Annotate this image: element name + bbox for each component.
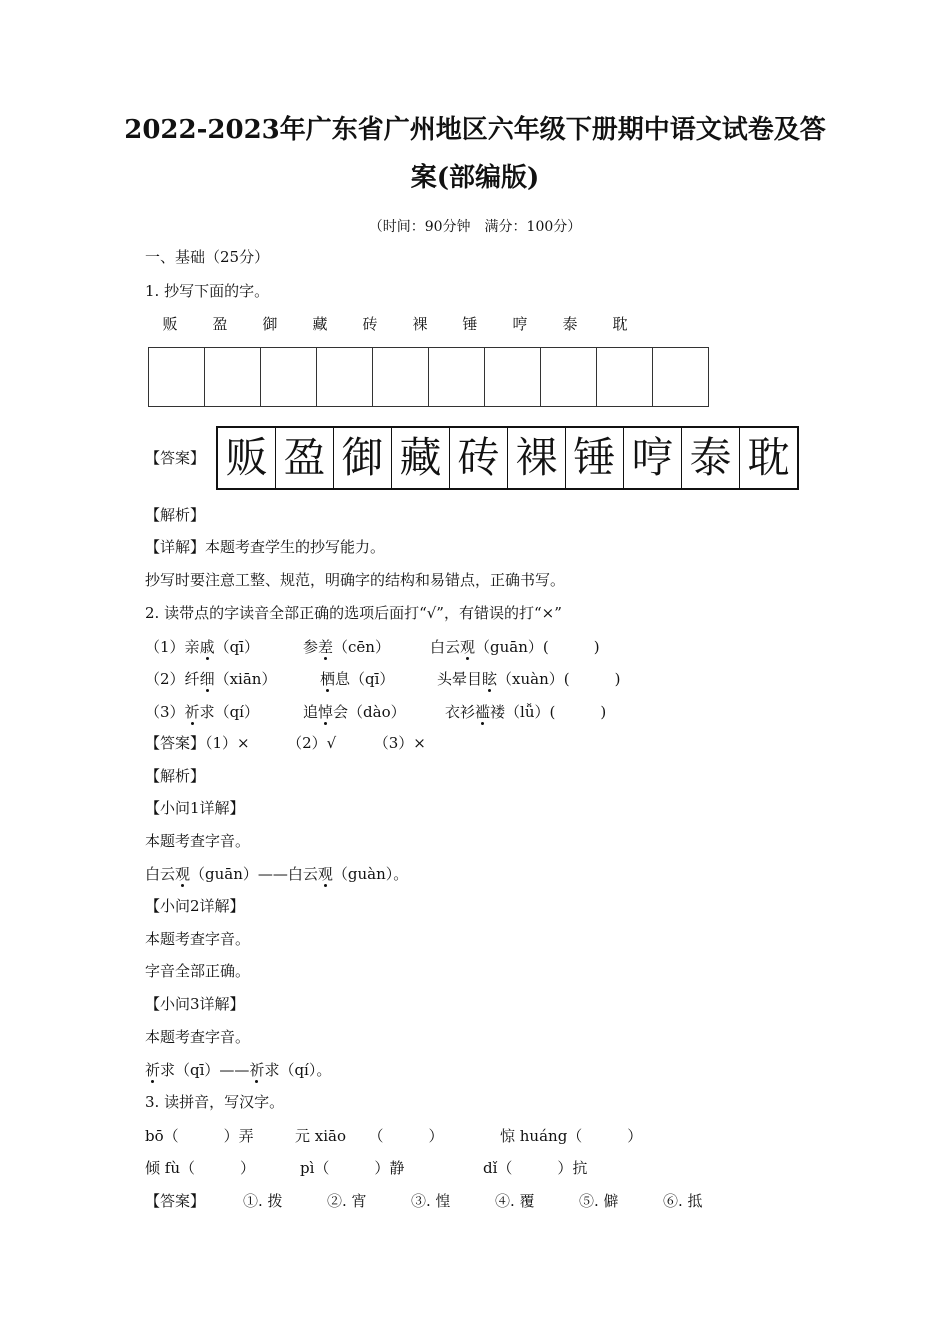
q2-pinyin: （cēn）: [333, 638, 390, 656]
q2-row: [145, 701, 259, 722]
writing-cell[interactable]: [485, 348, 541, 407]
q2-analysis: 【解析】: [145, 767, 206, 785]
q2-text: 追: [303, 703, 319, 721]
q2-text: 纤: [184, 670, 200, 688]
q2-text: 参: [303, 638, 319, 656]
q3-item: 倾 fù（ ）: [145, 1159, 255, 1177]
dotted-char: 祈: [249, 1061, 265, 1079]
q2-sub3-line1: 本题考查字音。: [145, 1028, 251, 1046]
q1-char: 泰: [562, 315, 578, 333]
q2-prompt: 2. 读带点的字读音全部正确的选项后面打“√”，有错误的打“×”: [145, 604, 562, 622]
writing-grid: [148, 347, 709, 407]
q2-pinyin: （xuàn）( ): [497, 670, 621, 688]
answer-char: 砖: [449, 428, 507, 488]
q3-answer-label: 【答案】: [145, 1192, 206, 1210]
q2-option: [320, 668, 394, 689]
writing-cell[interactable]: [653, 348, 709, 407]
q2-pinyin: 褛（lǚ）( ): [490, 703, 607, 721]
q1-char: 御: [262, 315, 278, 333]
q2-pinyin: （xiān）: [214, 670, 277, 688]
q2-option: [430, 636, 600, 657]
q1-char: 藏: [312, 315, 328, 333]
q1-analysis: 【解析】: [145, 506, 206, 524]
q2-sub2-line1: 本题考查字音。: [145, 930, 251, 948]
q2-text: 衣衫: [445, 703, 476, 721]
q2-row: [145, 668, 276, 689]
q1-char: 哼: [512, 315, 528, 333]
q3-item: 惊 huáng（ ）: [500, 1127, 643, 1145]
dotted-char: 观: [460, 638, 476, 656]
q2-num: （3）: [145, 703, 185, 721]
writing-cell[interactable]: [373, 348, 429, 407]
q1-answer-box: [216, 426, 799, 490]
dotted-char: 祈: [184, 703, 200, 721]
answer-char: 耽: [739, 428, 797, 488]
q2-pinyin: 会（dào）: [333, 703, 406, 721]
dotted-char: 眩: [482, 670, 498, 688]
q2-answer: 【答案】（1）× （2）√ （3）×: [145, 734, 426, 752]
q2-text: 白云: [430, 638, 461, 656]
q3-answer: ②. 宵: [327, 1192, 367, 1210]
writing-cell[interactable]: [541, 348, 597, 407]
q2-sub2-line2: 字音全部正确。: [145, 962, 251, 980]
q2-row: [145, 636, 259, 657]
answer-char: 盈: [275, 428, 333, 488]
q1-detail2: 抄写时要注意工整、规范，明确字的结构和易错点，正确书写。: [145, 571, 566, 589]
q2-sub1-line2: [145, 864, 408, 884]
exam-meta: （时间：90分钟 满分：100分）: [368, 219, 582, 235]
q1-char: 盈: [212, 315, 228, 333]
writing-cell[interactable]: [261, 348, 317, 407]
writing-cell[interactable]: [597, 348, 653, 407]
q1-answer-label: 【答案】: [145, 449, 206, 467]
answer-char: 泰: [681, 428, 739, 488]
q1-char: 裸: [412, 315, 428, 333]
text: 白云: [145, 865, 176, 883]
q3-item: bō（ ）弄: [145, 1127, 254, 1145]
q3-item: dǐ（ ）抗: [483, 1159, 588, 1177]
q2-pinyin: 求（qí）: [199, 703, 259, 721]
q2-option: [303, 701, 406, 722]
text: （guàn）。: [332, 865, 409, 883]
q2-sub3-line2: [145, 1060, 331, 1080]
answer-char: 贩: [225, 433, 268, 482]
q1-char: 砖: [362, 315, 378, 333]
answer-char: 锤: [565, 428, 623, 488]
q2-sub2-title: 【小问2详解】: [145, 897, 245, 915]
q1-prompt: 1. 抄写下面的字。: [145, 282, 270, 300]
q2-sub1-line1: 本题考查字音。: [145, 832, 251, 850]
answer-char: 裸: [507, 428, 565, 488]
q2-option: [303, 636, 390, 657]
q2-option: [437, 668, 620, 689]
q2-pinyin: 息（qī）: [335, 670, 395, 688]
dotted-char: 栖: [320, 670, 336, 688]
q2-sub1-title: 【小问1详解】: [145, 799, 245, 817]
q1-char: 锤: [462, 315, 478, 333]
writing-cell[interactable]: [429, 348, 485, 407]
dotted-char: 悼: [318, 703, 334, 721]
dotted-char: 戚: [199, 638, 215, 656]
q2-sub3-title: 【小问3详解】: [145, 995, 245, 1013]
answer-char: 哼: [623, 428, 681, 488]
q1-detail: 【详解】本题考查学生的抄写能力。: [145, 538, 386, 556]
q3-answer: ⑤. 僻: [579, 1192, 619, 1210]
doc-title-line2: 案(部编版): [410, 163, 540, 193]
q2-pinyin: （qī）: [214, 638, 259, 656]
q3-item: pì（ ）静: [300, 1159, 405, 1177]
q2-num: （2）: [145, 670, 185, 688]
dotted-char: 祈: [145, 1061, 161, 1079]
doc-title-line1: 2022-2023年广东省广州地区六年级下册期中语文试卷及答: [124, 115, 826, 145]
q2-text: 亲: [184, 638, 200, 656]
q3-answer: ①. 拨: [243, 1192, 283, 1210]
answer-char: 御: [333, 428, 391, 488]
section-heading: 一、基础（25分）: [145, 248, 270, 266]
dotted-char: 观: [175, 865, 191, 883]
answer-char: 藏: [391, 428, 449, 488]
q2-text: 头晕目: [437, 670, 483, 688]
q3-answer: ③. 惶: [411, 1192, 451, 1210]
writing-cell[interactable]: [149, 348, 205, 407]
q3-item: 元 xiāo （ ）: [295, 1127, 444, 1145]
q3-prompt: 3. 读拼音，写汉字。: [145, 1093, 285, 1111]
writing-cell[interactable]: [205, 348, 261, 407]
dotted-char: 细: [199, 670, 215, 688]
q1-char: 耽: [612, 315, 628, 333]
q2-pinyin: （guān）( ): [475, 638, 600, 656]
writing-cell[interactable]: [317, 348, 373, 407]
text: 求（qī）——: [160, 1061, 250, 1079]
text: 求（qí）。: [264, 1061, 332, 1079]
dotted-char: 差: [318, 638, 334, 656]
q3-answer: ⑥. 抵: [663, 1192, 703, 1210]
q3-answer: ④. 覆: [495, 1192, 535, 1210]
dotted-char: 褴: [475, 703, 491, 721]
text: （guān）——白云: [190, 865, 318, 883]
dotted-char: 观: [317, 865, 333, 883]
q2-num: （1）: [145, 638, 185, 656]
q2-option: [445, 701, 606, 722]
q1-char: 贩: [162, 315, 178, 333]
